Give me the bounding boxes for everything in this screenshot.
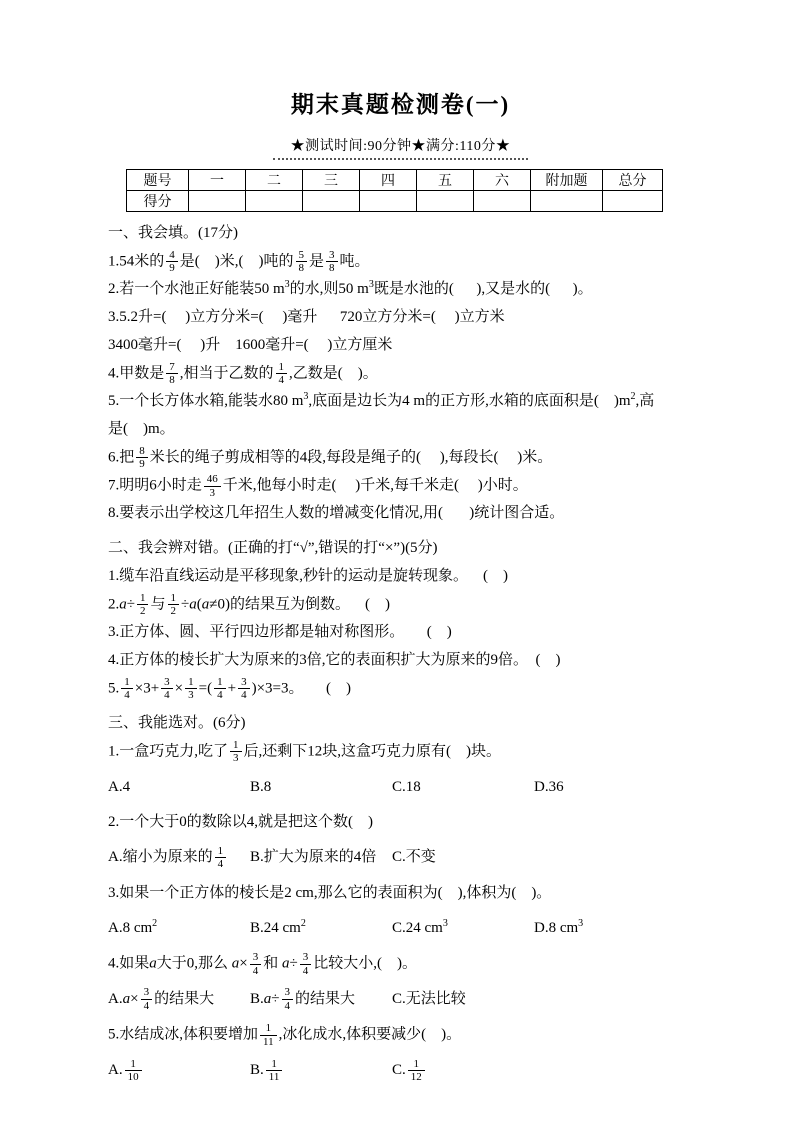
score-table-score-row [127,191,663,212]
question-line: 8.要表示出学校这几年招生人数的增减变化情况,用( )统计图合适。 [108,505,565,522]
fraction: $\frac{3}{4}$ [250,951,262,977]
fraction: $\frac{1}{10}$ [125,1058,142,1084]
variable: a [122,990,131,1007]
question-line: 4.正方体的棱长扩大为原来的3倍,它的表面积扩大为原来的9倍。 ( ) [108,651,561,668]
variable: a [231,955,240,972]
score-table-cell [360,191,417,212]
answer-option: A.8 $cm^2$ [108,917,158,936]
superscript: 3 [303,390,309,402]
fraction: $\frac{3}{8}$ [326,249,338,275]
superscript: 2 [300,917,306,929]
score-table-header-cell: 六 [474,170,531,191]
question-line: 2.若一个水池正好能装50 $m^3$的水,则50 $m^3$既是水池的( ),又是水的( )。 [108,279,593,298]
question-line: 5.一个长方体水箱,能装水80 $m^3$,底面是边长为4 m的正方形,水箱的底面积是( )$m^2$,高 [108,390,655,409]
fraction: $\frac{5}{8}$ [296,249,308,275]
fraction: $\frac{1}{2}$ [137,592,149,618]
section-heading: 二、我会辨对错。(正确的打“√”,错误的打“×”)(5分) [108,540,438,557]
question-line: 是( )m。 [108,420,175,437]
answer-options-row [108,913,693,942]
fraction: $\frac{3}{4}$ [141,986,153,1012]
subtitle-row [108,135,693,160]
fraction: $\frac{7}{8}$ [166,361,178,387]
superscript: 2 [630,390,636,402]
answer-options-row [108,1056,693,1085]
fraction: $\frac{3}{4}$ [282,986,294,1012]
page-title: 期末真题检测卷(一) [290,92,511,117]
answer-option: B.24 $cm^2$ [250,917,306,936]
fraction: $\frac{1}{11}$ [260,1022,277,1048]
fraction: $\frac{3}{4}$ [161,676,173,702]
fraction: $\frac{1}{3}$ [185,676,197,702]
question-line: 3400毫升=( )升 1600毫升=( )立方厘米 [108,336,393,353]
answer-option: D.36 [534,778,564,795]
question-line: 1.缆车沿直线运动是平移现象,秒针的运动是旋转现象。 ( ) [108,567,508,584]
superscript: 3 [368,279,374,291]
score-table-header-cell: 三 [303,170,360,191]
score-table-header-cell: 题号 [127,170,189,191]
fraction: $\frac{4}{9}$ [166,249,178,275]
fraction: $\frac{1}{4}$ [214,676,226,702]
answer-option: C.18 [392,778,421,795]
question-line: 5.水结成冰,体积要增加 $\frac{1}{11}$ ,冰化成水,体积要减少( )。 [108,1022,462,1049]
fraction: $\frac{46}{3}$ [204,473,221,499]
question-line: 3.如果一个正方体的棱长是2 cm,那么它的表面积为( ),体积为( )。 [108,884,552,901]
question-line: 2.a÷ $\frac{1}{2}$ 与 $\frac{1}{2}$ ÷a(a≠0)的结果互为倒数。 ( ) [108,591,390,618]
fraction: $\frac{8}{9}$ [136,445,148,471]
exam-info-subtitle: ★测试时间:90分钟★满分:110分★ [273,135,529,160]
answer-option: B.a÷ $\frac{3}{4}$ 的结果大 [250,986,356,1012]
superscript: 3 [578,917,584,929]
answer-options-row [108,843,693,872]
question-line: 4.如果a大于0,那么 a× $\frac{3}{4}$ 和 a÷ $\frac{3}{4}$ 比较大小,( )。 [108,951,417,977]
score-table-cell: 得分 [127,191,189,212]
score-table [126,169,663,212]
content-area [108,221,693,1085]
question-line: 3.5.2升=( )立方分米=( )毫升 720立方分米=( )立方米 [108,308,505,325]
question-line: 4.甲数是 $\frac{7}{8}$ ,相当于乙数的 $\frac{1}{4}$ ,乙数是( )。 [108,360,378,387]
answer-option: A.缩小为原来的 $\frac{1}{4}$ [108,843,250,872]
answer-options-row [108,985,693,1014]
superscript: 3 [442,917,448,929]
score-table-header-cell: 二 [246,170,303,191]
score-table-cell [189,191,246,212]
score-table-cell [603,191,663,212]
answer-option: C.不变 [392,849,436,866]
section-heading: 一、我会填。(17分) [108,225,238,241]
question-line: 6.把 $\frac{8}{9}$ 米长的绳子剪成相等的4段,每段是绳子的( ),每段长( )米。 [108,444,553,471]
variable: a [149,955,157,972]
answer-options-row [108,772,693,801]
score-table-header-row [127,170,663,191]
answer-option: C.24 $cm^3$ [392,917,448,936]
score-table-cell [531,191,603,212]
answer-option: A. $\frac{1}{10}$ [108,1056,250,1085]
question-line: 7.明明6小时走 $\frac{46}{3}$ 千米,他每小时走( )千米,每千米走( )小时。 [108,472,528,499]
answer-option: D.8 $cm^3$ [534,917,584,936]
score-table-cell [474,191,531,212]
question-line: 5. $\frac{1}{4}$ ×3+ $\frac{3}{4}$ × $\frac{1}{3}$ =( $\frac{1}{4}$ + $\frac{3}{4}$ )×3=3。 ( ) [108,675,351,702]
question-line: 1.54米的 $\frac{4}{9}$ 是( )米,( )吨的 $\frac{5}{8}$ 是 $\frac{3}{8}$ 吨。 [108,248,370,275]
answer-option: B.8 [250,778,272,795]
score-table-header-cell: 五 [417,170,474,191]
question-line: 2.一个大于0的数除以4,就是把这个数( ) [108,814,373,830]
answer-option: A.4 [108,778,131,795]
fraction: $\frac{1}{11}$ [266,1058,283,1084]
score-table-cell [303,191,360,212]
fraction: $\frac{1}{4}$ [215,845,227,871]
superscript: 2 [152,917,158,929]
answer-option: A.a× $\frac{3}{4}$ 的结果大 [108,986,215,1012]
answer-option: C. $\frac{1}{12}$ [392,1056,534,1085]
superscript: 3 [284,279,290,291]
score-table-header-cell: 四 [360,170,417,191]
variable: a [119,596,127,613]
fraction: $\frac{1}{4}$ [276,361,288,387]
variable: a [189,596,197,613]
question-line: 1.一盒巧克力,吃了 $\frac{1}{3}$ 后,还剩下12块,这盒巧克力原有( )块。 [108,738,502,765]
score-table-cell [417,191,474,212]
question-line: 3.正方体、圆、平行四边形都是轴对称图形。 ( ) [108,624,452,641]
fraction: $\frac{3}{4}$ [300,951,312,977]
variable: a [282,955,290,972]
section-heading: 三、我能选对。(6分) [108,715,246,732]
fraction: $\frac{1}{2}$ [168,592,180,618]
fraction: $\frac{1}{12}$ [408,1058,425,1084]
fraction: $\frac{3}{4}$ [238,676,250,702]
answer-option: B.扩大为原来的4倍 [250,849,377,866]
answer-option: C.无法比较 [392,990,466,1007]
score-table-header-cell: 附加题 [531,170,603,191]
fraction: $\frac{1}{3}$ [230,739,242,765]
score-table-cell [246,191,303,212]
score-table-header-cell: 一 [189,170,246,191]
variable: a [263,990,272,1007]
variable: a [201,596,210,613]
score-table-header-cell: 总分 [603,170,663,191]
fraction: $\frac{1}{4}$ [121,676,133,702]
answer-option: B. $\frac{1}{11}$ [250,1056,392,1085]
